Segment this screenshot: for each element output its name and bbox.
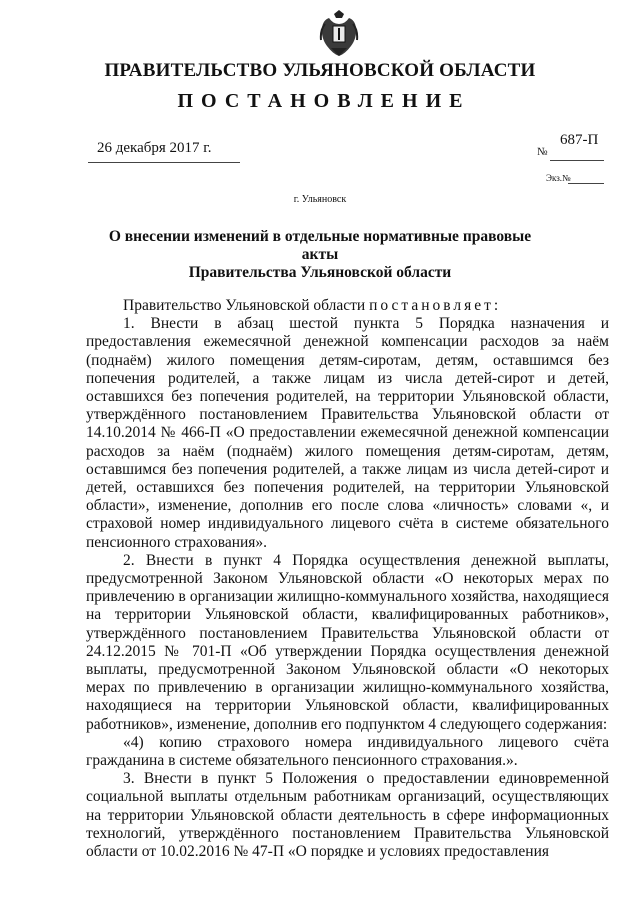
city: г. Ульяновск — [293, 194, 347, 205]
document-type: ПОСТАНОВЛЕНИЕ — [177, 90, 471, 112]
paragraph-2: 2. Внести в пункт 4 Порядка осуществления денежной выплаты, предусмотренной Законом Ульяновской области «О некоторых мерах по привлечению в организации жилищно-коммунального хозяйства, находящиеся на территории Ульяновской области, квалифицированных работников», утверждённого постановлением Правительства Ульяновской области от 24.12.2015 № 701-П «Об утверждении Порядка осуществления денежной выплаты, предусмотренной Законом Ульяновской области «О некоторых мерах по привлечению в организации жилищно-коммунального хозяйства, находящиеся на территории Ульяновской области, квалифицированных работников», изменение, дополнив его подпунктом 4 следующего содержания: — [86, 551, 609, 733]
paragraph-2-quote: «4) копию страхового номера индивидуального лицевого счёта гражданина в системе обязательного пенсионного страхования.». — [86, 733, 609, 770]
coat-of-arms-icon — [319, 10, 359, 58]
document-subject — [90, 228, 550, 282]
number-sign: № — [537, 146, 548, 158]
preamble-verb: постановляет: — [369, 297, 502, 314]
copy-number-underline — [568, 183, 604, 184]
subject-line-1: О внесении изменений в отдельные нормативные правовые акты — [108, 228, 532, 263]
paragraph-3: 3. Внести в пункт 5 Положения о предоставлении единовременной социальной выплаты отдельным работникам организаций, осуществляющих на территории Ульяновской области деятельность в сфере информационных технологий, утверждённого постановлением Правительства Ульяновской области от 10.02.2016 № 47-П «О порядке и условиях предоставления — [86, 770, 609, 861]
document-body — [86, 297, 609, 861]
date-underline — [88, 162, 240, 163]
document-date: 26 декабря 2017 г. — [97, 140, 212, 156]
subject-line-2: Правительства Ульяновской области — [188, 264, 452, 281]
preamble-text: Правительство Ульяновской области — [123, 297, 370, 314]
number-underline — [550, 160, 604, 161]
preamble — [86, 297, 609, 315]
government-name: ПРАВИТЕЛЬСТВО УЛЬЯНОВСКОЙ ОБЛАСТИ — [104, 60, 536, 81]
copy-number-label: Экз.№ — [546, 173, 571, 183]
document-number: 687-П — [560, 132, 599, 148]
paragraph-1: 1. Внести в абзац шестой пункта 5 Порядка назначения и предоставления ежемесячной денежной компенсации расходов за наём (поднаём) жилого помещения детям-сиротам, детям, оставшимся без попечения родителей, а также лицам из числа детей-сирот и детей, оставшихся без попечения родителей, на территории Ульяновской области, утверждённого постановлением Правительства Ульяновской области от 14.10.2014 № 466-П «О предоставлении ежемесячной денежной компенсации расходов за наём (поднаём) жилого помещения детям-сиротам, детям, оставшимся без попечения родителей, а также лицам из числа детей-сирот и детей, оставшихся без попечения родителей, на территории Ульяновской области», изменение, дополнив его после слова «личность» словами «, и страховой номер индивидуального лицевого счёта в системе обязательного пенсионного страхования». — [86, 315, 609, 551]
